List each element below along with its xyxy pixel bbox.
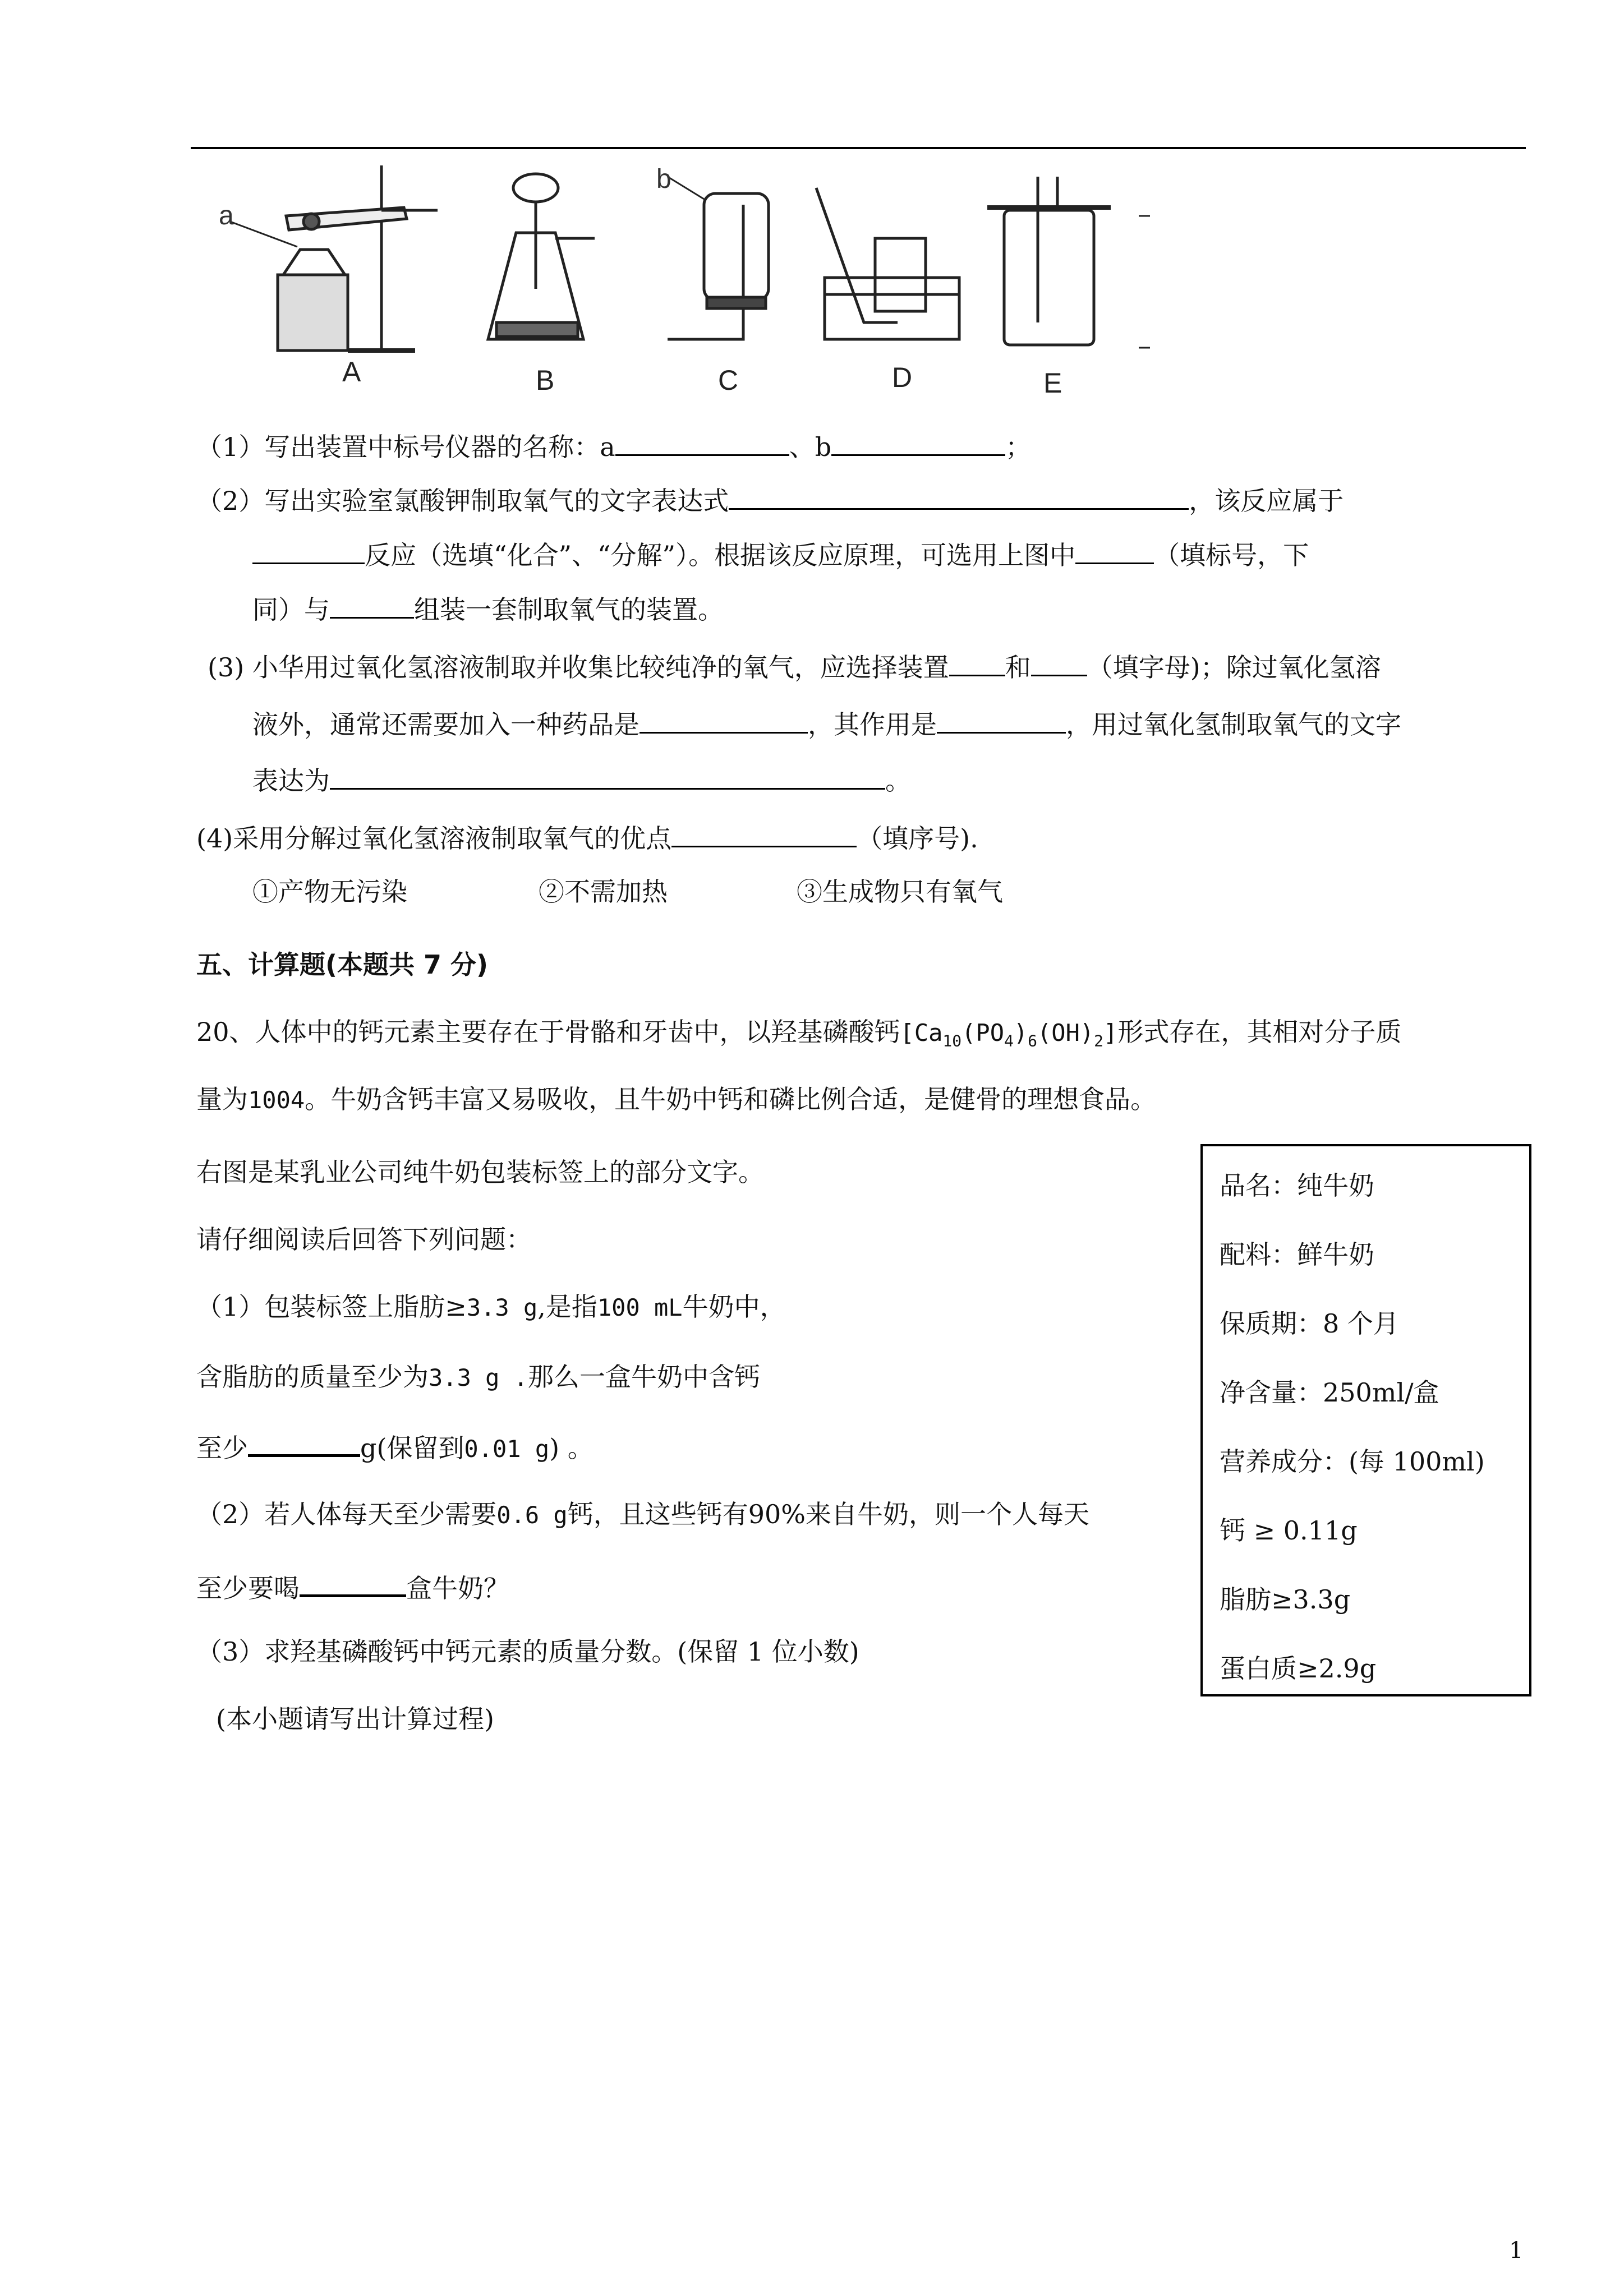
blank-reagent[interactable]: [640, 705, 808, 734]
question-2-line-3: 同）与 组装一套制取氧气的装置。: [252, 590, 724, 626]
blank-equation[interactable]: [729, 481, 1189, 510]
sub-question-2-line-2: 至少要喝 盒牛奶？: [196, 1567, 509, 1605]
blank-calcium-amount[interactable]: [248, 1427, 360, 1457]
question-4-line-1: (4)采用分解过氧化氢溶液制取氧气的优点 （填序号).: [196, 819, 978, 855]
apparatus-d: [816, 188, 959, 339]
question-3-line-3: 表达为 。: [252, 761, 911, 797]
blank-a[interactable]: [615, 427, 789, 456]
question-3-line-1: (3) 小华用过氧化氢溶液制取并收集比较纯净的氧气，应选择装置 和 （填字母)；除过氧化氢溶: [208, 648, 1381, 684]
blank-apparatus-1[interactable]: [949, 648, 1005, 676]
apparatus-b: [488, 174, 595, 339]
label-ingredients: 配料：鲜牛奶: [1220, 1239, 1374, 1270]
label-fat: 脂肪≥3.3g: [1220, 1584, 1351, 1615]
sub-question-3: （3）求羟基磷酸钙中钙元素的质量分数。(保留 1 位小数): [196, 1636, 859, 1667]
blank-device-1[interactable]: [1075, 536, 1154, 564]
label-shelf-life: 保质期：8 个月: [1220, 1308, 1399, 1339]
blank-device-2[interactable]: [330, 590, 414, 619]
blank-h2o2-equation[interactable]: [330, 761, 885, 790]
blank-advantage[interactable]: [671, 819, 857, 847]
label-nutrition: 营养成分：(每 100ml): [1220, 1446, 1485, 1477]
label-net-content: 净含量：250ml/盒: [1220, 1377, 1439, 1408]
milk-label-box: [1200, 1144, 1531, 1696]
option-1: ①产物无污染: [252, 877, 407, 907]
apparatus-e: [987, 177, 1111, 345]
question-2-line-1: （2）写出实验室氯酸钾制取氧气的文字表达式 ，该反应属于: [196, 481, 1344, 518]
blank-role[interactable]: [937, 705, 1066, 734]
label-d: D: [892, 362, 913, 393]
label-calcium: 钙 ≥ 0.11g: [1220, 1515, 1358, 1546]
sub-question-1-line-3: 至少 g(保留到0.01 g) 。: [196, 1427, 594, 1466]
sub-question-note: (本小题请写出计算过程): [216, 1704, 494, 1734]
chemical-formula: $[Ca_{10}(PO_4)_6(OH)_2]$: [900, 1019, 1118, 1050]
page-number: 1: [1509, 2238, 1524, 2263]
blank-apparatus-2[interactable]: [1031, 648, 1087, 676]
blank-b[interactable]: [831, 427, 1005, 456]
header-rule: [191, 147, 1526, 149]
label-b: B: [536, 365, 555, 396]
apparatus-c: [668, 177, 769, 339]
apparatus-a: [230, 165, 438, 351]
section-title: 五、计算题(本题共 7 分): [196, 949, 489, 980]
option-3: ③生成物只有氧气: [797, 877, 1003, 907]
marker-a: a: [219, 201, 234, 230]
label-protein: 蛋白质≥2.9g: [1220, 1653, 1377, 1684]
question-20-line-3: 右图是某乳业公司纯牛奶包装标签上的部分文字。: [196, 1157, 764, 1187]
question-20-line-4: 请仔细阅读后回答下列问题：: [196, 1224, 532, 1255]
sub-question-1-line-1: （1）包装标签上脂肪≥3.3 g,是指100 mL牛奶中，: [196, 1292, 786, 1322]
apparatus-figure: [202, 154, 1167, 401]
blank-reaction-type[interactable]: [252, 536, 365, 564]
question-2-line-2: 反应（选填“化合”、“分解”）。根据该反应原理，可选用上图中 （填标号，下: [252, 536, 1309, 572]
sub-question-2-line-1: （2）若人体每天至少需要0.6 g钙，且这些钙有90%来自牛奶，则一个人每天: [196, 1499, 1089, 1529]
option-2: ②不需加热: [539, 877, 668, 907]
label-c: C: [718, 365, 739, 396]
sub-question-1-line-2: 含脂肪的质量至少为3.3 g .那么一盒牛奶中含钙: [196, 1362, 761, 1392]
label-product-name: 品名：纯牛奶: [1220, 1170, 1374, 1201]
label-a: A: [342, 356, 361, 388]
question-1: （1）写出装置中标号仪器的名称：a 、b ；: [196, 427, 1031, 464]
question-20-line-1: 20、人体中的钙元素主要存在于骨骼和牙齿中，以羟基磷酸钙$[Ca_{10}(PO_4)_6(OH)_2]$形式存在，其相对分子质: [196, 1017, 1402, 1050]
blank-boxes[interactable]: [300, 1567, 406, 1597]
label-e: E: [1043, 367, 1062, 399]
question-3-line-2: 液外，通常还需要加入一种药品是 ，其作用是 ，用过氧化氢制取氧气的文字: [252, 705, 1401, 741]
marker-b: b: [656, 164, 671, 194]
question-20-line-2: 量为1004。牛奶含钙丰富又易吸收，且牛奶中钙和磷比例合适，是健骨的理想食品。: [196, 1084, 1157, 1114]
